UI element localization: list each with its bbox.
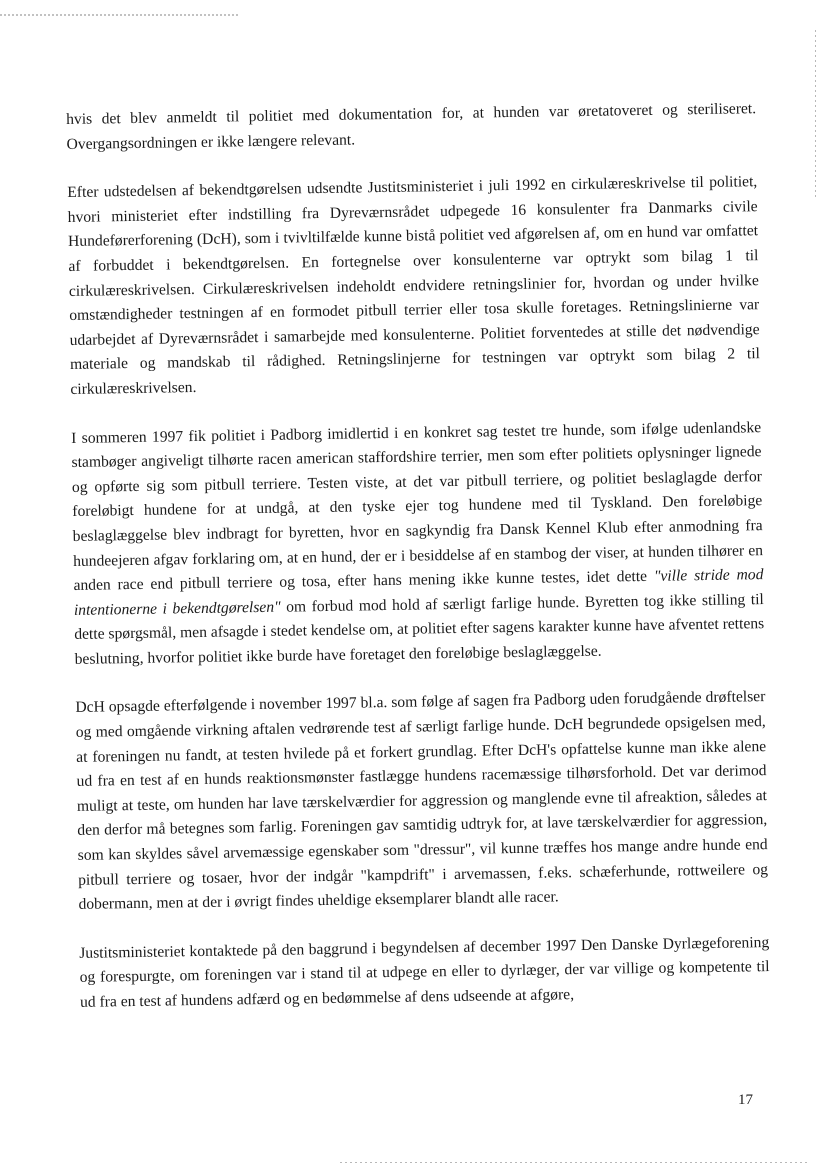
paragraph-text: Justitsministeriet kontaktede på den baggrund i begyndelsen af december 1997 Den Danske Dyrlægeforening og forespurgte, om foreningen var i stand til at udpege en eller to dyrlæger, der var villige og kompetente til ud fra en test af hundens adfærd og en bedømmelse af dens udseende at afgøre, xyxy=(79,933,770,1011)
paragraph-5 xyxy=(79,931,770,1016)
scan-artifact-bottom xyxy=(340,1162,810,1163)
paragraph-text-continued: om forbud mod hold af særligt farlige hunde. Byretten tog ikke stilling til dette spørgsmål, men afsagde i stedet kendelse om, at politiet efter sagens karakter kunne have afventet rettens beslutning, hvorfor politiet ikke burde have foretaget den foreløbige beslaglæggelse. xyxy=(74,590,765,668)
paragraph-text: I sommeren 1997 fik politiet i Padborg imidlertid i en konkret sag testet tre hunde, som ifølge udenlandske stambøger angiveligt tilhørte racen american staffordshire terrier, men som efter politiets oplysninger lignede og opførte sig som pitbull terriere. Testen viste, at det var pitbull terriere, og politiet beslaglagde derfor foreløbigt hundene for at undgå, at den tyske ejer tog hundene med til Tyskland. Den foreløbige beslaglæggelse blev indbragt for byretten, hvor en sagkyndig fra Dansk Kennel Klub efter anmodning fra hundeejeren afgav forklaring om, at en hund, der er i besiddelse af en stambog der viser, at hunden tilhører en anden race end pitbull terriere og tosa, efter hans mening ikke kunne testes, idet dette xyxy=(71,418,764,595)
paragraph-text: Efter udstedelsen af bekendtgørelsen udsendte Justitsministeriet i juli 1992 en cirkulæreskrivelse til politiet, hvori ministeriet efter indstilling fra Dyreværnsrådet udpegede 16 konsulenter fra Danmarks civile Hundeførerforening (DcH), som i tvivltilfælde kunne bistå politiet ved afgørelsen af, om en hund var omfattet af forbuddet i bekendtgørelsen. En fortegnelse over konsulenterne var optrykt som bilag 1 til cirkulæreskrivelsen. Cirkulæreskrivelsen indeholdt endvidere retningslinier for, hvordan og under hvilke omstændigheder testningen af en formodet pitbull terrier eller tosa skulle foretages. Retningslinierne var udarbejdet af Dyreværnsrådet i samarbejde med konsulenterne. Politiet forventedes at stille det nødvendige materiale og mandskab til rådighed. Retningslinjerne for testningen var optrykt som bilag 2 til cirkulæreskrivelsen. xyxy=(67,173,761,398)
scan-artifact-right xyxy=(815,30,816,200)
paragraph-3 xyxy=(71,416,765,673)
paragraph-1 xyxy=(66,97,757,157)
paragraph-4 xyxy=(75,686,768,918)
paragraph-text: hvis det blev anmeldt til politiet med dokumentation for, at hunden var øretatoveret og steriliseret. Overgangsordningen er ikke længere relevant. xyxy=(66,100,757,153)
page-number: 17 xyxy=(738,1092,753,1108)
italic-quote: "ville stride mod intentionerne i bekendtgørelsen" xyxy=(73,566,764,619)
scan-artifact-top xyxy=(0,14,240,16)
body-text xyxy=(66,97,770,1015)
paragraph-text: DcH opsagde efterfølgende i november 1997 bl.a. som følge af sagen fra Padborg uden forudgående drøftelser og med omgående virkning aftalen vedrørende test af særligt farlige hunde. DcH begrundede opsigelsen med, at foreningen nu fandt, at testen hvilede på et forkert grundlag. Efter DcH's opfattelse kunne man ikke alene ud fra en test af en hunds reaktionsmønster fastlægge hundens racemæssige tilhørsforhold. Det var derimod muligt at teste, om hunden har lave tærskelværdier for aggression og manglende evne til afreaktion, således at den derfor må betegnes som farlig. Foreningen gav samtidig udtryk for, at lave tærskelværdier for aggression, som kan skyldes såvel arvemæssige egenskaber som "dressur", vil kunne træffes hos mange andre hunde end pitbull terriere og tosaer, hvor der indgår "kampdrift" i arvemassen, f.eks. schæferhunde, rottweilere og dobermann, men at der i øvrigt findes uheldige eksemplarer blandt alle racer. xyxy=(75,688,769,914)
paragraph-2 xyxy=(67,170,760,402)
